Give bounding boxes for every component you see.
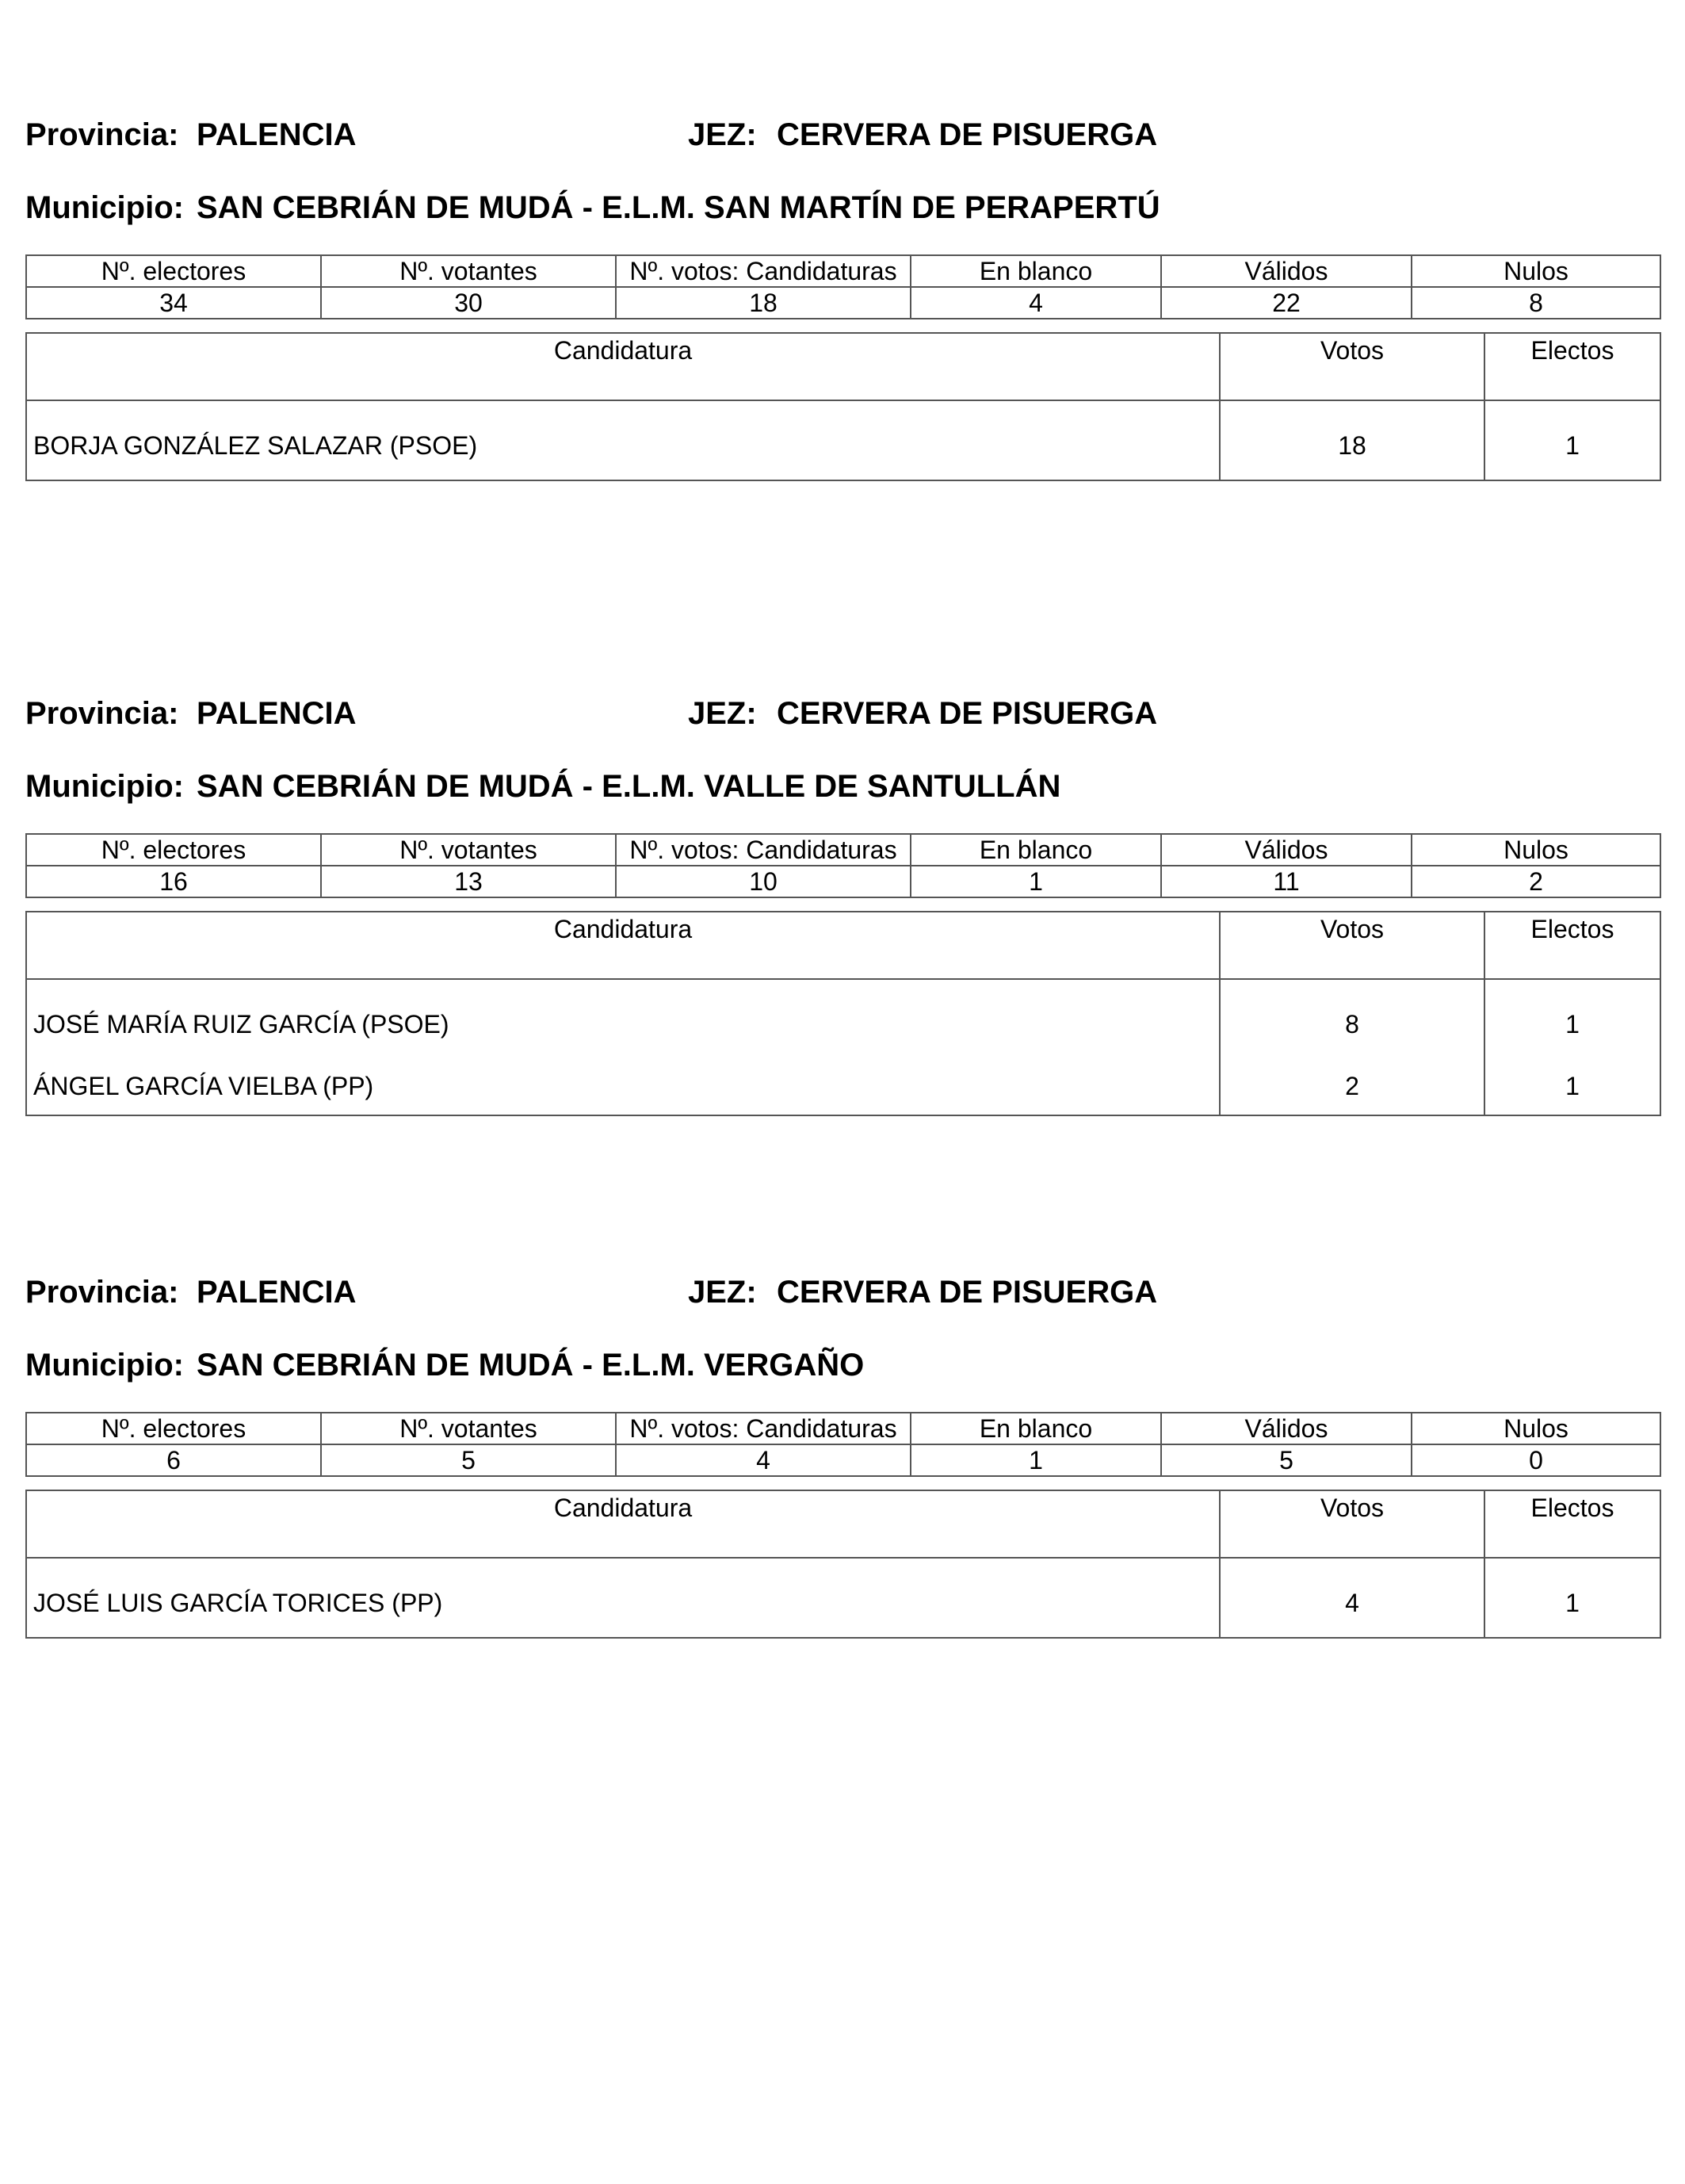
candidatura-header: Candidatura	[26, 1490, 1220, 1558]
provincia-label: Provincia:	[25, 696, 179, 731]
stats-table	[25, 1412, 1661, 1477]
stats-header-votantes: Nº. votantes	[321, 1413, 616, 1444]
stats-table	[25, 833, 1661, 898]
stats-nulos: 2	[1412, 866, 1660, 897]
votos-header: Votos	[1220, 333, 1484, 400]
stats-en-blanco: 1	[911, 1444, 1161, 1476]
municipio-label: Municipio:	[25, 190, 184, 225]
provincia-value: PALENCIA	[197, 1275, 357, 1310]
candidatura-header: Candidatura	[26, 912, 1220, 979]
stats-votantes: 30	[321, 287, 616, 319]
stats-header-row	[26, 834, 1660, 866]
jez-label: JEZ:	[688, 117, 757, 152]
candidate-votos: 2	[1220, 1058, 1484, 1115]
candidate-row	[26, 400, 1660, 480]
candidates-table	[25, 1490, 1661, 1639]
municipio-label: Municipio:	[25, 1348, 184, 1383]
candidate-row	[26, 979, 1660, 1058]
stats-header-votantes: Nº. votantes	[321, 834, 616, 866]
stats-header-nulos: Nulos	[1412, 1413, 1660, 1444]
candidate-votos: 18	[1220, 400, 1484, 480]
stats-votos-candidaturas: 18	[616, 287, 911, 319]
stats-header-votantes: Nº. votantes	[321, 255, 616, 287]
stats-header-electores: Nº. electores	[26, 255, 321, 287]
stats-header-nulos: Nulos	[1412, 834, 1660, 866]
stats-header-row	[26, 255, 1660, 287]
stats-header-en-blanco: En blanco	[911, 255, 1161, 287]
stats-en-blanco: 4	[911, 287, 1161, 319]
stats-electores: 16	[26, 866, 321, 897]
candidates-table	[25, 911, 1661, 1116]
stats-header-row	[26, 1413, 1660, 1444]
candidate-row	[26, 1058, 1660, 1115]
stats-electores: 6	[26, 1444, 321, 1476]
stats-validos: 5	[1161, 1444, 1412, 1476]
stats-value-row	[26, 287, 1660, 319]
stats-table	[25, 254, 1661, 319]
candidate-name: JOSÉ LUIS GARCÍA TORICES (PP)	[26, 1558, 1220, 1638]
stats-votos-candidaturas: 4	[616, 1444, 911, 1476]
jez-value: CERVERA DE PISUERGA	[777, 1275, 1158, 1310]
municipio-value: SAN CEBRIÁN DE MUDÁ - E.L.M. VALLE DE SANTULLÁN	[197, 769, 1061, 804]
candidate-row	[26, 1558, 1660, 1638]
municipio-value: SAN CEBRIÁN DE MUDÁ - E.L.M. VERGAÑO	[197, 1348, 865, 1383]
electos-header: Electos	[1484, 912, 1660, 979]
municipio-value: SAN CEBRIÁN DE MUDÁ - E.L.M. SAN MARTÍN DE PERAPERTÚ	[197, 190, 1160, 225]
candidates-header-row	[26, 333, 1660, 400]
electos-header: Electos	[1484, 1490, 1660, 1558]
stats-header-electores: Nº. electores	[26, 834, 321, 866]
candidate-name: BORJA GONZÁLEZ SALAZAR (PSOE)	[26, 400, 1220, 480]
candidate-name: JOSÉ MARÍA RUIZ GARCÍA (PSOE)	[26, 979, 1220, 1058]
provincia-label: Provincia:	[25, 1275, 179, 1310]
stats-value-row	[26, 866, 1660, 897]
stats-nulos: 0	[1412, 1444, 1660, 1476]
electos-header: Electos	[1484, 333, 1660, 400]
candidate-votos: 4	[1220, 1558, 1484, 1638]
candidate-name: ÁNGEL GARCÍA VIELBA (PP)	[26, 1058, 1220, 1115]
stats-header-en-blanco: En blanco	[911, 834, 1161, 866]
stats-validos: 22	[1161, 287, 1412, 319]
candidate-electos: 1	[1484, 1058, 1660, 1115]
candidates-table	[25, 332, 1661, 481]
stats-nulos: 8	[1412, 287, 1660, 319]
candidate-votos: 8	[1220, 979, 1484, 1058]
jez-value: CERVERA DE PISUERGA	[777, 696, 1158, 731]
stats-header-votos-candidaturas: Nº. votos: Candidaturas	[616, 834, 911, 866]
stats-validos: 11	[1161, 866, 1412, 897]
stats-electores: 34	[26, 287, 321, 319]
stats-header-en-blanco: En blanco	[911, 1413, 1161, 1444]
stats-value-row	[26, 1444, 1660, 1476]
stats-header-validos: Válidos	[1161, 1413, 1412, 1444]
candidate-electos: 1	[1484, 979, 1660, 1058]
candidatura-header: Candidatura	[26, 333, 1220, 400]
jez-label: JEZ:	[688, 696, 757, 731]
candidates-header-row	[26, 1490, 1660, 1558]
candidate-electos: 1	[1484, 1558, 1660, 1638]
provincia-value: PALENCIA	[197, 696, 357, 731]
municipio-label: Municipio:	[25, 769, 184, 804]
stats-header-votos-candidaturas: Nº. votos: Candidaturas	[616, 1413, 911, 1444]
stats-header-nulos: Nulos	[1412, 255, 1660, 287]
jez-value: CERVERA DE PISUERGA	[777, 117, 1158, 152]
stats-header-votos-candidaturas: Nº. votos: Candidaturas	[616, 255, 911, 287]
votos-header: Votos	[1220, 1490, 1484, 1558]
votos-header: Votos	[1220, 912, 1484, 979]
jez-label: JEZ:	[688, 1275, 757, 1310]
candidate-electos: 1	[1484, 400, 1660, 480]
stats-header-electores: Nº. electores	[26, 1413, 321, 1444]
stats-votos-candidaturas: 10	[616, 866, 911, 897]
provincia-label: Provincia:	[25, 117, 179, 152]
stats-votantes: 13	[321, 866, 616, 897]
stats-en-blanco: 1	[911, 866, 1161, 897]
stats-header-validos: Válidos	[1161, 834, 1412, 866]
stats-votantes: 5	[321, 1444, 616, 1476]
candidates-header-row	[26, 912, 1660, 979]
stats-header-validos: Válidos	[1161, 255, 1412, 287]
provincia-value: PALENCIA	[197, 117, 357, 152]
